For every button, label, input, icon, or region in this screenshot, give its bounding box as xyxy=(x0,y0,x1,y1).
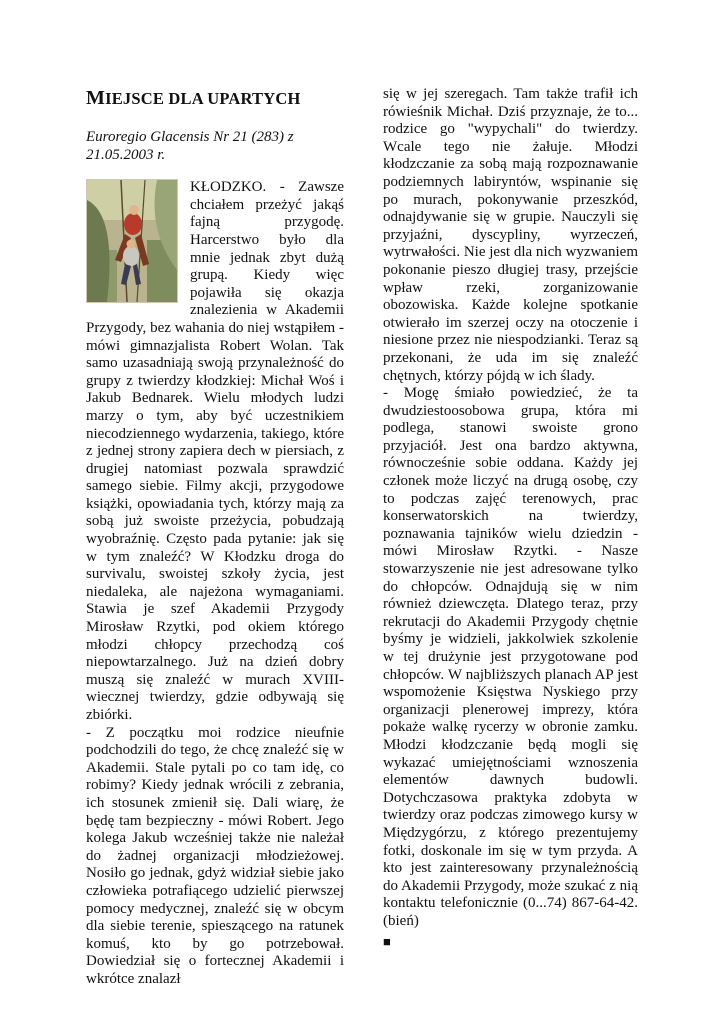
article-photo xyxy=(86,179,178,303)
paragraph-1: KŁODZKO. - Zawsze chciałem przeżyć jakąś fajną przygodę. Harcerstwo było dla mnie jednak zbyt dużą grupą. Kiedy więc pojawiła się okazja znalezienia w Akademii Przygody, bez wahania do niej wstąpiłem - mówi gimnazjalista Robert Wolan. Tak samo uzasadniają swoją przynależność do grupy z twierdzy kłodzkiej: Michał Woś i Jakub Bednarek. Wielu młodych ludzi marzy o tym, aby być uczestnikiem niecodziennego wydarzenia, takiego, które z jednej strony zapiera dech w piersiach, z drugiej natomiast pozwala sprawdzić samego siebie. Filmy akcji, przygodowe książki, opowiadania tych, którzy mają za sobą już swoiste przeżycia, pobudzają wyobraźnię. Często pada pytanie: jak się w tym znaleźć? W Kłodzku droga do survivalu, swoistej szkoły życia, jest niedaleka, ale najeżona wymaganiami. Stawia je szef Akademii Przygody Mirosław Rzytki, pod okiem którego młodzi chłopcy przechodzą coś niepowtarzalnego. Już na dzień dobry muszą się znaleźć w murach XVIII-wiecznej twierdzy, gdzie odbywają się zbiórki. xyxy=(86,179,344,723)
title-rest: IEJSCE DLA UPARTYCH xyxy=(105,89,301,108)
paragraph-2: - Z początku moi rodzice nieufnie podchodzili do tego, że chcę znaleźć się w Akademii. Stale pytali po co tam idę, co robimy? Kiedy jednak wrócili z zebrania, ich stosunek zmienił się. Dali wiarę, że będę tam bezpieczny - mówi Robert. Jego kolega Jakub wcześniej także nie należał do żadnej organizacji młodzieżowej. Nosiło go jednak, gdyż widział siebie jako człowieka potrafiącego udzielić pierwszej pomocy medycznej, znaleźć się w obcym dla siebie terenie, spieszącego na ratunek komuś, kto by go potrzebował. Dowiedział się o fortecznej Akademii i wkrótce znalazł xyxy=(86,724,344,987)
title-initial: M xyxy=(86,87,106,109)
paragraph-4: - Mogę śmiało powiedzieć, że ta dwudziestoosobowa grupa, która mi podlega, stanowi swoiste grono przyjaciół. Jest ona bardzo aktywna, równocześnie sobie oddana. Każdy jej członek może liczyć na drugą osobę, czy to podczas zajęć terenowych, prac konserwatorskich na twierdzy, poznawania tajników wielu dziedzin - mówi Mirosław Rzytki. - Nasze stowarzyszenie nie jest adresowane tylko do chłopców. Odnajdują się w nim również dziewczęta. Dlatego teraz, przy rekrutacji do Akademii Przygody chętnie byśmy je widzieli, jakkolwiek szkolenie w tej drużynie jest przygotowane pod chłopców. W najbliższych planach AP jest wspomożenie Księstwa Nyskiego przy organizacji plenerowej imprezy, która pokaże walkę rycerzy w obronie zamku. Młodzi kłodzczanie będą mogli się wykazać umiejętnościami wznoszenia elementów dawnych budowli. Dotychczasowa praktyka zdobyta w twierdzy oraz podczas zimowego kursy w Międzygórzu, z którego prezentujemy fotki, doskonale im się w tym przyda. A kto jest zainteresowany przynależnością do Akademii Przygody, może szukać z nią kontaktu telefonicznie (0...74) 867-64-42. (bień) xyxy=(383,385,638,929)
article-source: Euroregio Glacensis Nr 21 (283) z 21.05.2003 r. xyxy=(86,129,294,163)
photo-image xyxy=(87,180,177,302)
end-square-icon: ■ xyxy=(383,933,391,949)
paragraph-3: się w jej szeregach. Tam także trafił ich rówieśnik Michał. Dziś przyznaje, że to... rodzice go "wypychali" do twierdzy. Wcale tego nie żałuje. Młodzi kłodzczanie za sobą mają rozpoznawanie podziemnych labiryntów, wspinanie się po murach, pokonywanie przeszkód, odnajdywanie się w grupie. Nauczyli się przyjaźni, dyscypliny, wyrzeczeń, wytrwałości. Nie jest dla nich wyzwaniem pokonanie pieszo długiej trasy, przejście wpław rzeki, zorganizowanie obozowiska. Każde kolejne spotkanie otwierało im szerzej oczy na otoczenie i niesione przez nie niespodzianki. Teraz są przekonani, że uda im się znaleźć chętnych, którzy pójdą w ich ślady. xyxy=(383,86,638,384)
end-mark xyxy=(383,933,638,951)
right-column xyxy=(383,86,638,951)
article-title xyxy=(86,88,344,109)
left-column xyxy=(86,86,344,989)
